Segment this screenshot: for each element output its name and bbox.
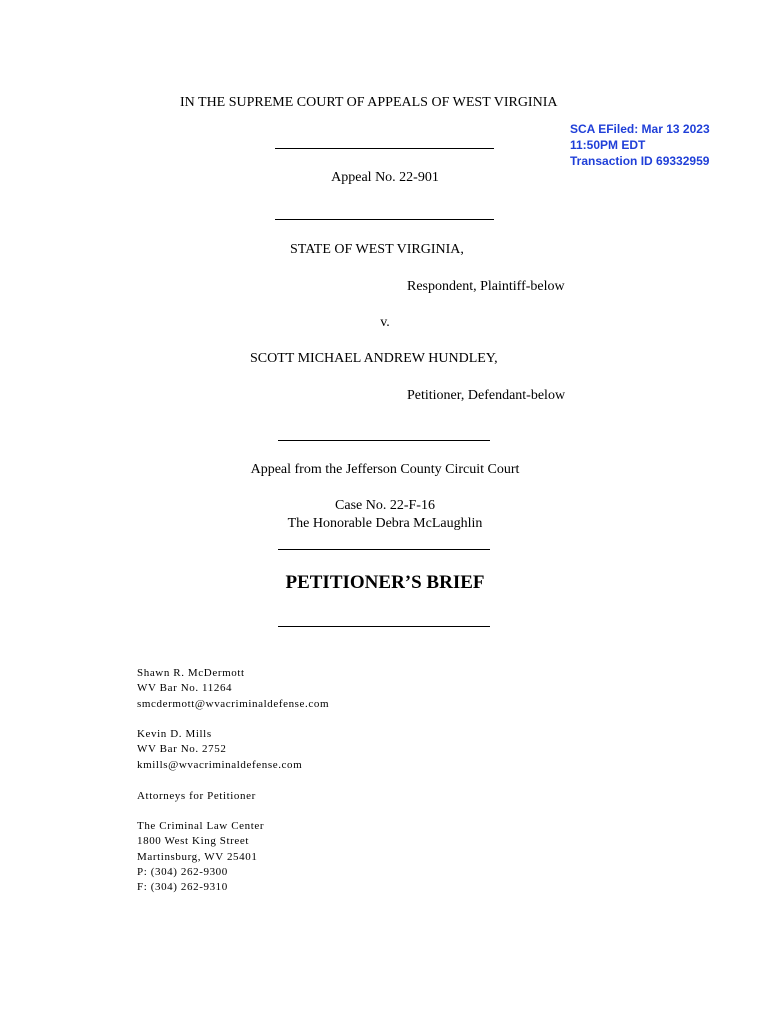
firm-block (137, 819, 264, 895)
efile-stamp-line: 11:50PM EDT (570, 138, 646, 152)
attorney-email: smcdermott@wvacriminaldefense.com (137, 697, 330, 710)
efile-stamp-line: SCA EFiled: Mar 13 2023 (570, 122, 710, 136)
efile-stamp (570, 121, 710, 169)
divider (275, 219, 494, 220)
respondent-role: Respondent, Plaintiff-below (407, 279, 565, 294)
firm-name: The Criminal Law Center (137, 820, 265, 832)
firm-street: 1800 West King Street (137, 835, 250, 848)
judge-name: The Honorable Debra McLaughlin (287, 516, 483, 531)
firm-city: Martinsburg, WV 25401 (137, 850, 258, 863)
brief-title: PETITIONER’S BRIEF (285, 572, 485, 593)
attorney-block (137, 666, 329, 712)
respondent-name: STATE OF WEST VIRGINIA, (290, 242, 464, 257)
attorney-email: kmills@wvacriminaldefense.com (137, 758, 303, 771)
attorney-bar-number: WV Bar No. 11264 (137, 682, 233, 695)
firm-phone: P: (304) 262-9300 (137, 865, 228, 878)
appeal-from: Appeal from the Jefferson County Circuit Court (250, 462, 520, 477)
attorney-name: Shawn R. McDermott (137, 667, 245, 679)
attorneys-for (137, 789, 256, 804)
attorney-block (137, 727, 302, 773)
attorneys-for-label: Attorneys for Petitioner (137, 790, 256, 802)
divider (278, 440, 490, 441)
attorney-bar-number: WV Bar No. 2752 (137, 743, 227, 756)
efile-stamp-line: Transaction ID 69332959 (570, 154, 710, 168)
firm-fax: F: (304) 262-9310 (137, 881, 228, 894)
appeal-number: Appeal No. 22-901 (331, 170, 439, 185)
petitioner-name: SCOTT MICHAEL ANDREW HUNDLEY, (250, 351, 498, 366)
attorney-name: Kevin D. Mills (137, 728, 212, 740)
versus: v. (380, 315, 390, 330)
divider (278, 549, 490, 550)
divider (278, 626, 490, 627)
court-heading: IN THE SUPREME COURT OF APPEALS OF WEST VIRGINIA (180, 95, 558, 110)
case-number: Case No. 22-F-16 (335, 498, 435, 513)
petitioner-role: Petitioner, Defendant-below (407, 388, 566, 403)
divider (275, 148, 494, 149)
